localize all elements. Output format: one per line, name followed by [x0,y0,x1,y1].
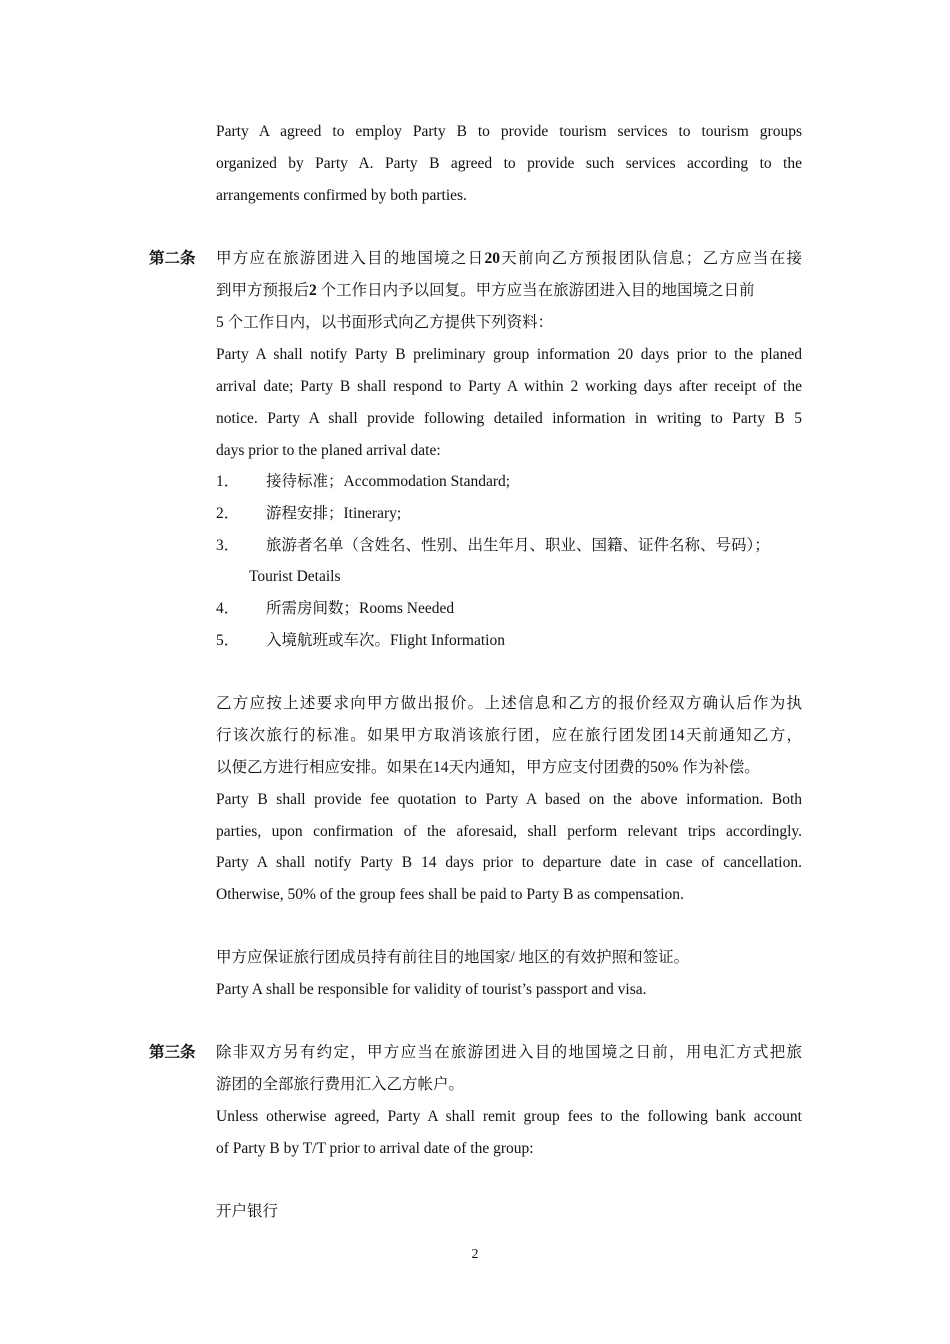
article-3-en-line-2: of Party B by T/T prior to arrival date of the group: [216,1140,534,1157]
article-3-en-line-1: Unless otherwise agreed, Party A shall remit group fees to the following bank account [216,1108,802,1125]
article-2-en-line-4: days prior to the planed arrival date: [216,442,441,459]
quote-en-line-3: Party A shall notify Party B 14 days prior to departure date in case of cancellation. [216,854,802,871]
article-2-cn-line-1: 甲方应在旅游团进入目的地国境之日20天前向乙方预报团队信息；乙方应当在接 [216,250,802,267]
article-3-label: 第三条 [149,1044,196,1061]
article-2-en-line-3: notice. Party A shall provide following detailed information in writing to Party B 5 [216,410,802,427]
article-2-cn-line-2: 到甲方预报后2 个工作日内予以回复。甲方应当在旅游团进入目的地国境之日前 [216,282,755,299]
article-3-cn-line-1: 除非双方另有约定，甲方应当在旅游团进入目的地国境之日前，用电汇方式把旅 [216,1044,802,1061]
article-2-cn-line-3: 5 个工作日内，以书面形式向乙方提供下列资料： [216,314,554,331]
item-5-text: 入境航班或车次。Flight Information [266,632,505,649]
quote-en-line-2: parties, upon confirmation of the aforesaid, shall perform relevant trips accordingly. [216,823,802,840]
quote-cn-line-3: 以便乙方进行相应安排。如果在14天内通知，甲方应支付团费的50% 作为补偿。 [216,759,760,776]
item-1-number: 1． [216,473,240,490]
item-2-number: 2． [216,505,240,522]
quote-cn-line-1: 乙方应按上述要求向甲方做出报价。上述信息和乙方的报价经双方确认后作为执 [216,695,802,712]
passport-en: Party A shall be responsible for validity of tourist’s passport and visa. [216,981,647,998]
article-2-en-line-2: arrival date; Party B shall respond to Party A within 2 working days after receipt of the [216,378,802,395]
intro-line-2: organized by Party A. Party B agreed to provide such services according to the [216,155,802,172]
bank-label: 开户银行 [216,1203,279,1220]
item-5-number: 5． [216,632,240,649]
intro-line-3: arrangements confirmed by both parties. [216,187,467,204]
article-2-label: 第二条 [149,250,196,267]
quote-en-line-1: Party B shall provide fee quotation to Party A based on the above information. Both [216,791,802,808]
quote-en-line-4: Otherwise, 50% of the group fees shall be paid to Party B as compensation. [216,886,684,903]
item-4-text: 所需房间数；Rooms Needed [266,600,455,617]
item-4-number: 4． [216,600,240,617]
item-1-text: 接待标准；Accommodation Standard; [266,473,511,490]
article-2-en-line-1: Party A shall notify Party B preliminary group information 20 days prior to the planed [216,346,802,363]
passport-cn: 甲方应保证旅行团成员持有前往目的地国家/ 地区的有效护照和签证。 [216,949,690,966]
quote-cn-line-2: 行该次旅行的标准。如果甲方取消该旅行团，应在旅行团发团14天前通知乙方， [216,727,802,744]
intro-line-1: Party A agreed to employ Party B to provide tourism services to tourism groups [216,123,802,140]
item-3-continuation: Tourist Details [249,568,341,585]
item-3-number: 3． [216,537,240,554]
item-3-text: 旅游者名单（含姓名、性别、出生年月、职业、国籍、证件名称、号码）； [266,537,770,554]
item-2-text: 游程安排；Itinerary; [266,505,402,522]
article-3-cn-line-2: 游团的全部旅行费用汇入乙方帐户。 [216,1076,465,1093]
page-number: 2 [471,1247,479,1262]
